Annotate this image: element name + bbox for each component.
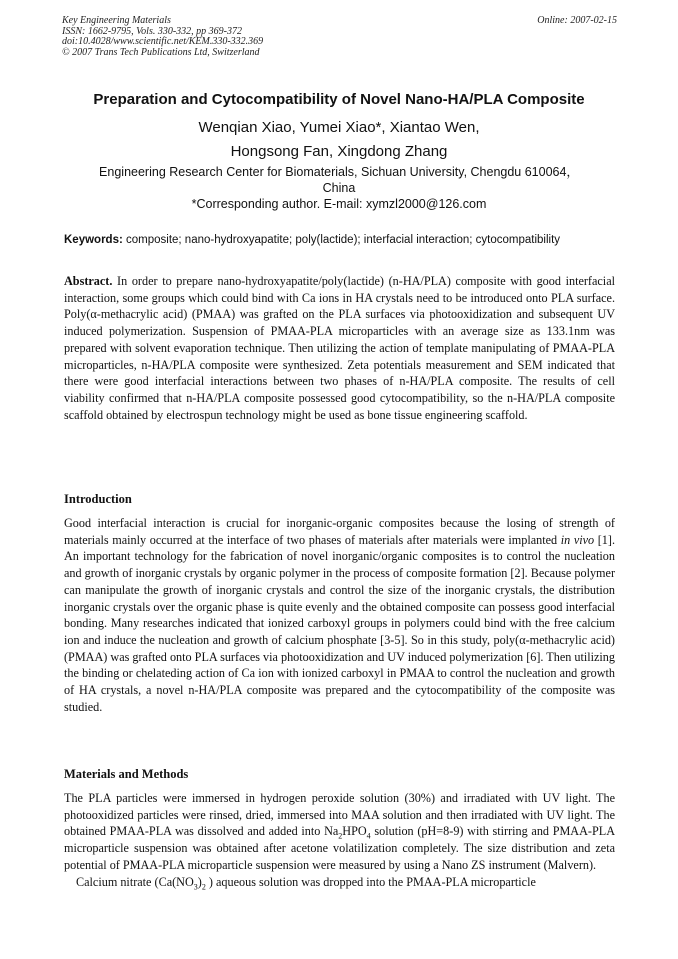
journal-header [62, 16, 617, 58]
authors-line-1: Wenqian Xiao, Yumei Xiao*, Xiantao Wen, [198, 119, 480, 136]
methods-paragraph-2 [64, 874, 615, 891]
subscript-3: 3 [193, 881, 198, 891]
intro-text-b: [1]. An important technology for the fabrication of novel inorganic/organic composites is to control the nucleation and growth of inorganic crystals by organic polymer in the process of composite formation [2]. Because polymer can manipulate the growth of inorganic crystals and control the size of the inorganic crystals, the distribution inorganic crystals over the organic phase is quite evenly and the obtained composite can possess good interfacial bonding. Many researches indicated that ionized carboxyl groups in polymers could bind with the free calcium ion and induce the nucleation and growth of calcium phosphate [3-5]. So in this study, poly(α-methacrylic acid) (PMAA) was grafted onto PLA surfaces via photooxidization and UV induced polymerization [6]. Then utilizing the binding or chelateding action of Ca ion with ionized carboxyl in PMAA to control the nucleation and growth of HA crystals, a novel n-HA/PLA composite was prepared and the cytocompatibility of the composite was studied. [64, 532, 615, 714]
online-date: Online: 2007-02-15 [537, 15, 617, 26]
hpo-text: HPO [342, 824, 367, 839]
keywords [64, 234, 624, 246]
introduction-heading: Introduction [64, 492, 132, 506]
doi-line: doi:10.4028/www.scientific.net/KEM.330-332.369 [62, 36, 264, 47]
affiliation-line-2: China [322, 181, 356, 195]
introduction-text [64, 515, 615, 715]
authors-line-2: Hongsong Fan, Xingdong Zhang [230, 143, 448, 160]
abstract-text: In order to prepare nano-hydroxyapatite/poly(lactide) (n-HA/PLA) composite with good interfacial interaction, some groups which could bind with Ca ions in HA crystals need to be introduced onto PLA surface. Poly(α-methacrylic acid) (PMAA) was grafted on the PLA surfaces via photooxidization and subsequent UV induced polymerization. Suspension of PMAA-PLA microparticles with an average size as 133.1nm was prepared with solvent evaporation technique. Then utilizing the action of template manipulating of PMAA-PLA microparticles, n-HA/PLA composite were synthesized. Zeta potentials measurement and SEM indicated that there were good interfacial interactions between two phases of n-HA/PLA composite. The results of cell viability confirmed that n-HA/PLA composite possessed good cytocompatibility, so the n-HA/PLA composite scaffold obtained by electrospun technology might be used as bone tissue engineering scaffold. [64, 274, 615, 422]
affiliation-line-1: Engineering Research Center for Biomaterials, Sichuan University, Chengdu 610064， [99, 165, 579, 179]
methods-text-c: Calcium nitrate (Ca(NO [76, 874, 194, 889]
methods-text [64, 790, 615, 890]
abstract [64, 273, 615, 423]
intro-in-vivo: in vivo [560, 532, 595, 547]
issn-line: ISSN: 1662-9795, Vols. 330-332, pp 369-372 [62, 25, 242, 37]
corresponding-author: *Corresponding author. E-mail: xymzl2000@126.com [191, 197, 487, 211]
author-list [40, 116, 638, 164]
subscript-2: 2 [338, 831, 343, 841]
methods-heading: Materials and Methods [64, 767, 189, 781]
affiliation [40, 164, 638, 212]
journal-name: Key Engineering Materials [62, 15, 171, 26]
methods-text-b: solution (pH=8-9) with stirring and PMAA-PLA microparticle suspension was obtained after acetone volatilization completely. The size distribution and zeta potential of PMAA-PLA microparticle suspension were measured by using a Nano ZS instrument (Malvern). [64, 824, 615, 872]
methods-text-d: ) [197, 874, 202, 889]
subscript-2b: 2 [201, 881, 206, 891]
abstract-label: Abstract. [64, 274, 113, 288]
paper-title: Preparation and Cytocompatibility of Novel Nano-HA/PLA Composite [93, 91, 585, 108]
keywords-label: Keywords: [64, 234, 123, 246]
methods-text-e: ) aqueous solution was dropped into the PMAA-PLA microparticle [208, 874, 536, 889]
keywords-text: composite; nano-hydroxyapatite; poly(lactide); interfacial interaction; cytocompatibility [126, 234, 561, 246]
copyright-line: © 2007 Trans Tech Publications Ltd, Switzerland [62, 46, 260, 58]
subscript-4: 4 [366, 831, 371, 841]
methods-text-a: The PLA particles were immersed in hydrogen peroxide solution (30%) and irradiated with UV light. The photooxidized particles were rinsed, dried, immersed into MAA solution and then irradiated with UV light. The obtained PMAA-PLA was dissolved and added into Na [64, 791, 615, 839]
methods-paragraph-1 [64, 790, 615, 874]
intro-text-a: Good interfacial interaction is crucial for inorganic-organic composites because the losing of strength of materials mainly occurred at the interface of two phases of materials after materials were implanted [64, 516, 615, 547]
